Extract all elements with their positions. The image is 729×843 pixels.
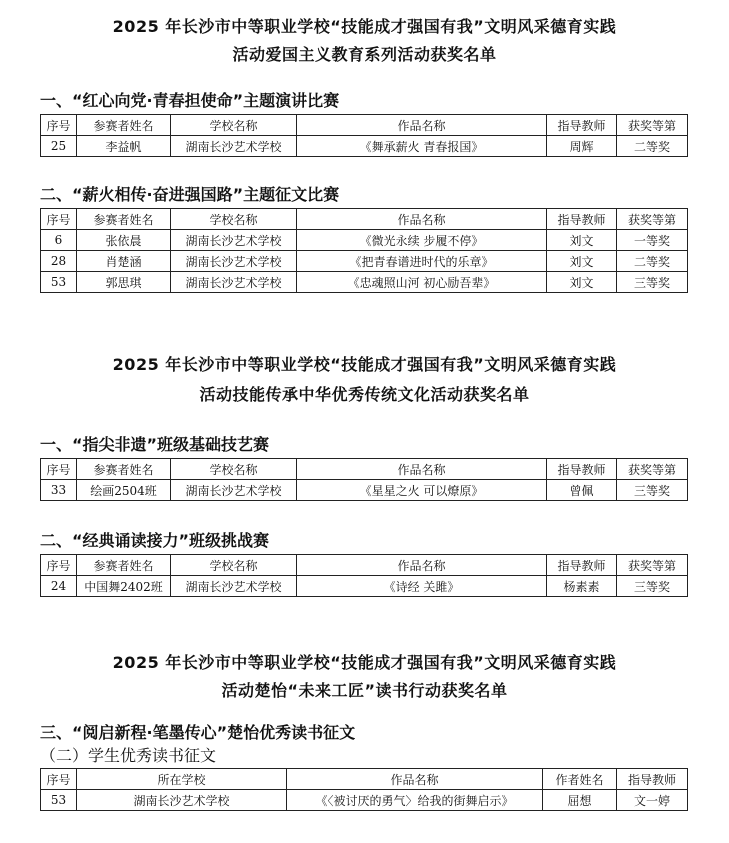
table-cell: 湖南长沙艺术学校 — [171, 251, 297, 272]
table-cell: 《微光永续 步履不停》 — [297, 230, 547, 251]
table-cell: 《舞承薪火 青春报国》 — [297, 136, 547, 157]
table-header-row — [41, 115, 688, 136]
table-cell: 肖楚涵 — [77, 251, 171, 272]
table-row — [41, 480, 688, 501]
column-header: 获奖等第 — [617, 115, 688, 136]
table-header-row — [41, 555, 688, 576]
column-header: 获奖等第 — [617, 459, 688, 480]
column-header: 作品名称 — [297, 115, 547, 136]
table-cell: 李益帆 — [77, 136, 171, 157]
table-row — [41, 251, 688, 272]
table-cell: 二等奖 — [617, 136, 688, 157]
table-row — [41, 576, 688, 597]
column-header: 获奖等第 — [617, 209, 688, 230]
table-cell: 二等奖 — [617, 251, 688, 272]
block1-section1-table — [40, 114, 688, 157]
table-cell: 曾佩 — [547, 480, 617, 501]
column-header: 序号 — [41, 209, 77, 230]
table-cell: 屈想 — [543, 790, 617, 811]
block3-title-line2: 活动楚怡“未来工匠”读书行动获奖名单 — [221, 681, 508, 700]
table-cell: 一等奖 — [617, 230, 688, 251]
column-header: 指导教师 — [547, 555, 617, 576]
table-cell: 三等奖 — [617, 576, 688, 597]
column-header: 获奖等第 — [617, 555, 688, 576]
block1-title-line2: 活动爱国主义教育系列活动获奖名单 — [232, 45, 497, 64]
table-cell: 《忠魂照山河 初心励吾辈》 — [297, 272, 547, 293]
column-header: 参赛者姓名 — [77, 209, 171, 230]
table-cell: 绘画2504班 — [77, 480, 171, 501]
block1-title-line1: 2025 年长沙市中等职业学校“技能成才强国有我”文明风采德育实践 — [112, 17, 617, 36]
column-header: 作者姓名 — [543, 769, 617, 790]
table-header-row — [41, 769, 688, 790]
table-cell: 周辉 — [547, 136, 617, 157]
block1-section1-heading: 一、“红心向党·青春担使命”主题演讲比赛 — [40, 91, 340, 110]
column-header: 学校名称 — [171, 209, 297, 230]
table-cell: 湖南长沙艺术学校 — [171, 576, 297, 597]
table-cell: 刘文 — [547, 230, 617, 251]
table-row — [41, 790, 688, 811]
column-header: 序号 — [41, 459, 77, 480]
table-cell: 文一婷 — [617, 790, 688, 811]
table-cell: 28 — [41, 251, 77, 272]
column-header: 作品名称 — [287, 769, 543, 790]
column-header: 指导教师 — [547, 459, 617, 480]
table-cell: 33 — [41, 480, 77, 501]
table-cell: 《〈被讨厌的勇气〉给我的街舞启示》 — [287, 790, 543, 811]
table-cell: 郭思琪 — [77, 272, 171, 293]
table-cell: 刘文 — [547, 272, 617, 293]
table-cell: 53 — [41, 790, 77, 811]
column-header: 学校名称 — [171, 459, 297, 480]
block2-section1-heading: 一、“指尖非遗”班级基础技艺赛 — [40, 435, 270, 454]
column-header: 指导教师 — [617, 769, 688, 790]
table-cell: 湖南长沙艺术学校 — [171, 480, 297, 501]
column-header: 参赛者姓名 — [77, 555, 171, 576]
column-header: 作品名称 — [297, 555, 547, 576]
table-cell: 53 — [41, 272, 77, 293]
column-header: 学校名称 — [171, 555, 297, 576]
block1-section2-table — [40, 208, 688, 293]
table-row — [41, 230, 688, 251]
table-cell: 25 — [41, 136, 77, 157]
column-header: 指导教师 — [547, 115, 617, 136]
block2-section2-table — [40, 554, 688, 597]
column-header: 作品名称 — [297, 209, 547, 230]
block3-title-line1: 2025 年长沙市中等职业学校“技能成才强国有我”文明风采德育实践 — [112, 653, 617, 672]
table-cell: 杨素素 — [547, 576, 617, 597]
column-header: 序号 — [41, 115, 77, 136]
column-header: 序号 — [41, 555, 77, 576]
table-cell: 刘文 — [547, 251, 617, 272]
block1-section2-heading: 二、“薪火相传·奋进强国路”主题征文比赛 — [40, 185, 340, 204]
table-row — [41, 272, 688, 293]
table-cell: 三等奖 — [617, 272, 688, 293]
table-cell: 《诗经 关雎》 — [297, 576, 547, 597]
column-header: 参赛者姓名 — [77, 115, 171, 136]
table-cell: 《把青春谱进时代的乐章》 — [297, 251, 547, 272]
table-cell: 湖南长沙艺术学校 — [171, 230, 297, 251]
table-header-row — [41, 459, 688, 480]
block2-section2-heading: 二、“经典诵读接力”班级挑战赛 — [40, 531, 270, 550]
table-cell: 中国舞2402班 — [77, 576, 171, 597]
table-cell: 湖南长沙艺术学校 — [171, 136, 297, 157]
block3-section1-subheading: （二）学生优秀读书征文 — [40, 746, 217, 765]
column-header: 所在学校 — [77, 769, 287, 790]
table-cell: 湖南长沙艺术学校 — [77, 790, 287, 811]
column-header: 学校名称 — [171, 115, 297, 136]
column-header: 参赛者姓名 — [77, 459, 171, 480]
table-cell: 24 — [41, 576, 77, 597]
table-row — [41, 136, 688, 157]
block3-section1-heading: 三、“阅启新程·笔墨传心”楚怡优秀读书征文 — [40, 723, 356, 742]
table-cell: 6 — [41, 230, 77, 251]
column-header: 指导教师 — [547, 209, 617, 230]
block2-section1-table — [40, 458, 688, 501]
block3-section1-table — [40, 768, 688, 811]
table-cell: 湖南长沙艺术学校 — [171, 272, 297, 293]
table-cell: 三等奖 — [617, 480, 688, 501]
table-cell: 张依晨 — [77, 230, 171, 251]
column-header: 序号 — [41, 769, 77, 790]
block2-title-line1: 2025 年长沙市中等职业学校“技能成才强国有我”文明风采德育实践 — [112, 355, 617, 374]
column-header: 作品名称 — [297, 459, 547, 480]
block2-title-line2: 活动技能传承中华优秀传统文化活动获奖名单 — [199, 385, 530, 404]
table-cell: 《星星之火 可以燎原》 — [297, 480, 547, 501]
table-header-row — [41, 209, 688, 230]
